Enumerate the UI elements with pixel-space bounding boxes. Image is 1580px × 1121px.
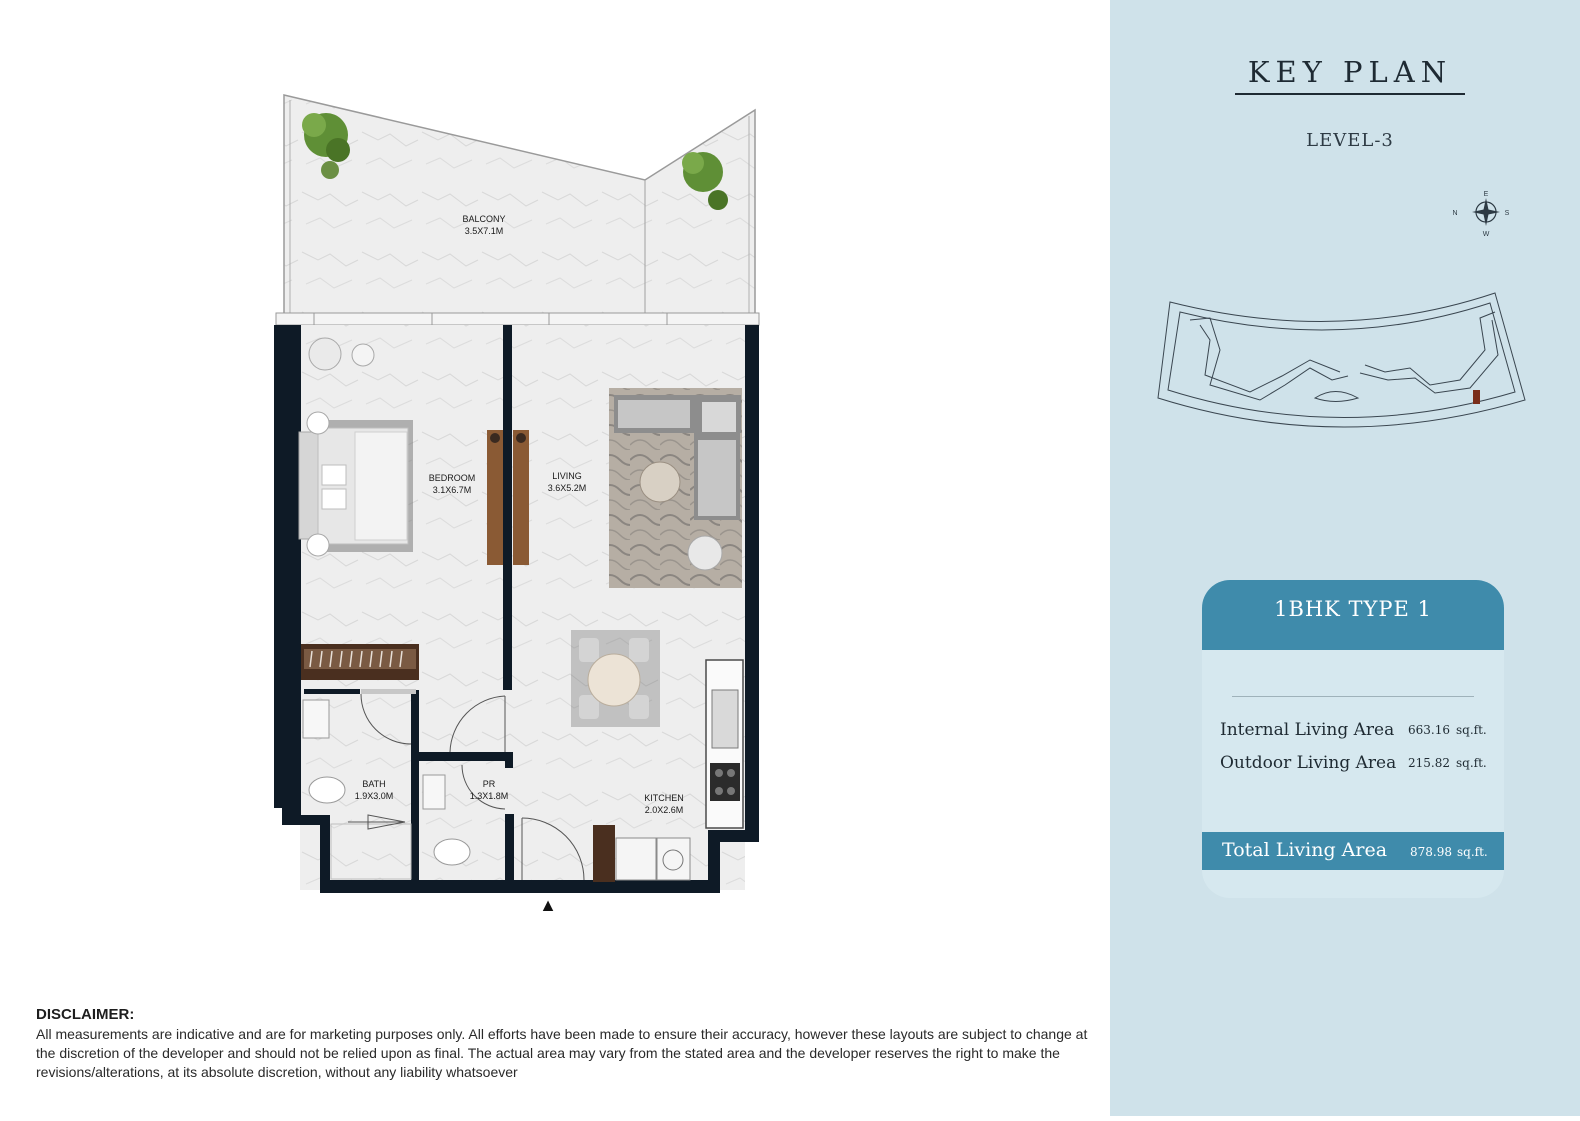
total-area-row (1202, 832, 1504, 870)
bedroom-size: 3.1X6.7M (432, 485, 472, 495)
card-divider (1232, 696, 1474, 697)
internal-area-row (1202, 720, 1504, 744)
total-area-label: Total Living Area (1222, 839, 1388, 861)
key-plan-panel (1110, 0, 1580, 1116)
entry-marker-icon: ▲ (539, 895, 557, 915)
living-label: LIVING (552, 471, 582, 481)
outdoor-area-row (1202, 753, 1504, 777)
living-size: 3.6X5.2M (547, 483, 587, 493)
site-plan-icon (1158, 293, 1525, 427)
wardrobe (301, 644, 419, 680)
compass-north: N (1452, 210, 1458, 217)
internal-area-unit: sq.ft. (1456, 723, 1487, 737)
disclaimer-body: All measurements are indicative and are for marketing purposes only. All efforts have been made to ensure their accuracy, however these layouts are subject to change at the discretion of the developer and should not be relied upon as final. The actual area may vary from the stated area and the developer reserves the right to make the revisions/alterations, at its absolute discretion, without any liability whatsoever (36, 1026, 1088, 1080)
kitchen-size: 2.0X2.6M (644, 805, 684, 815)
internal-area-value: 663.16 (1408, 723, 1450, 737)
bath-size: 1.9X3.0M (354, 791, 394, 801)
unit-location-marker (1473, 390, 1480, 404)
outdoor-area-unit: sq.ft. (1456, 756, 1487, 770)
disclaimer-heading: DISCLAIMER: (36, 1006, 135, 1023)
compass-east: E (1483, 191, 1489, 198)
bath-label: BATH (362, 779, 386, 789)
compass-west: W (1482, 231, 1490, 238)
unit-summary-card (1202, 580, 1504, 898)
unit-type-title: 1BHK TYPE 1 (1202, 580, 1504, 650)
balcony (276, 95, 759, 325)
bedroom-label: BEDROOM (428, 473, 476, 483)
pr-label: PR (482, 779, 496, 789)
pr-size: 1.3X1.8M (469, 791, 509, 801)
balcony-size: 3.5X7.1M (464, 226, 504, 236)
dining-table (571, 630, 660, 727)
total-area-unit: sq.ft. (1457, 845, 1488, 859)
level-label: LEVEL-3 (1306, 130, 1394, 151)
internal-area-label: Internal Living Area (1220, 720, 1395, 740)
kitchen-label: KITCHEN (644, 793, 684, 803)
outdoor-area-value: 215.82 (1408, 756, 1450, 770)
compass-south: S (1504, 210, 1510, 217)
key-plan-graphics (1110, 0, 1580, 470)
outdoor-area-label: Outdoor Living Area (1220, 753, 1397, 773)
living-room (609, 388, 742, 588)
balcony-label: BALCONY (462, 214, 506, 224)
compass-icon (1452, 191, 1509, 238)
key-plan-title: KEY PLAN (1235, 55, 1465, 95)
total-area-value: 878.98 (1410, 845, 1452, 859)
